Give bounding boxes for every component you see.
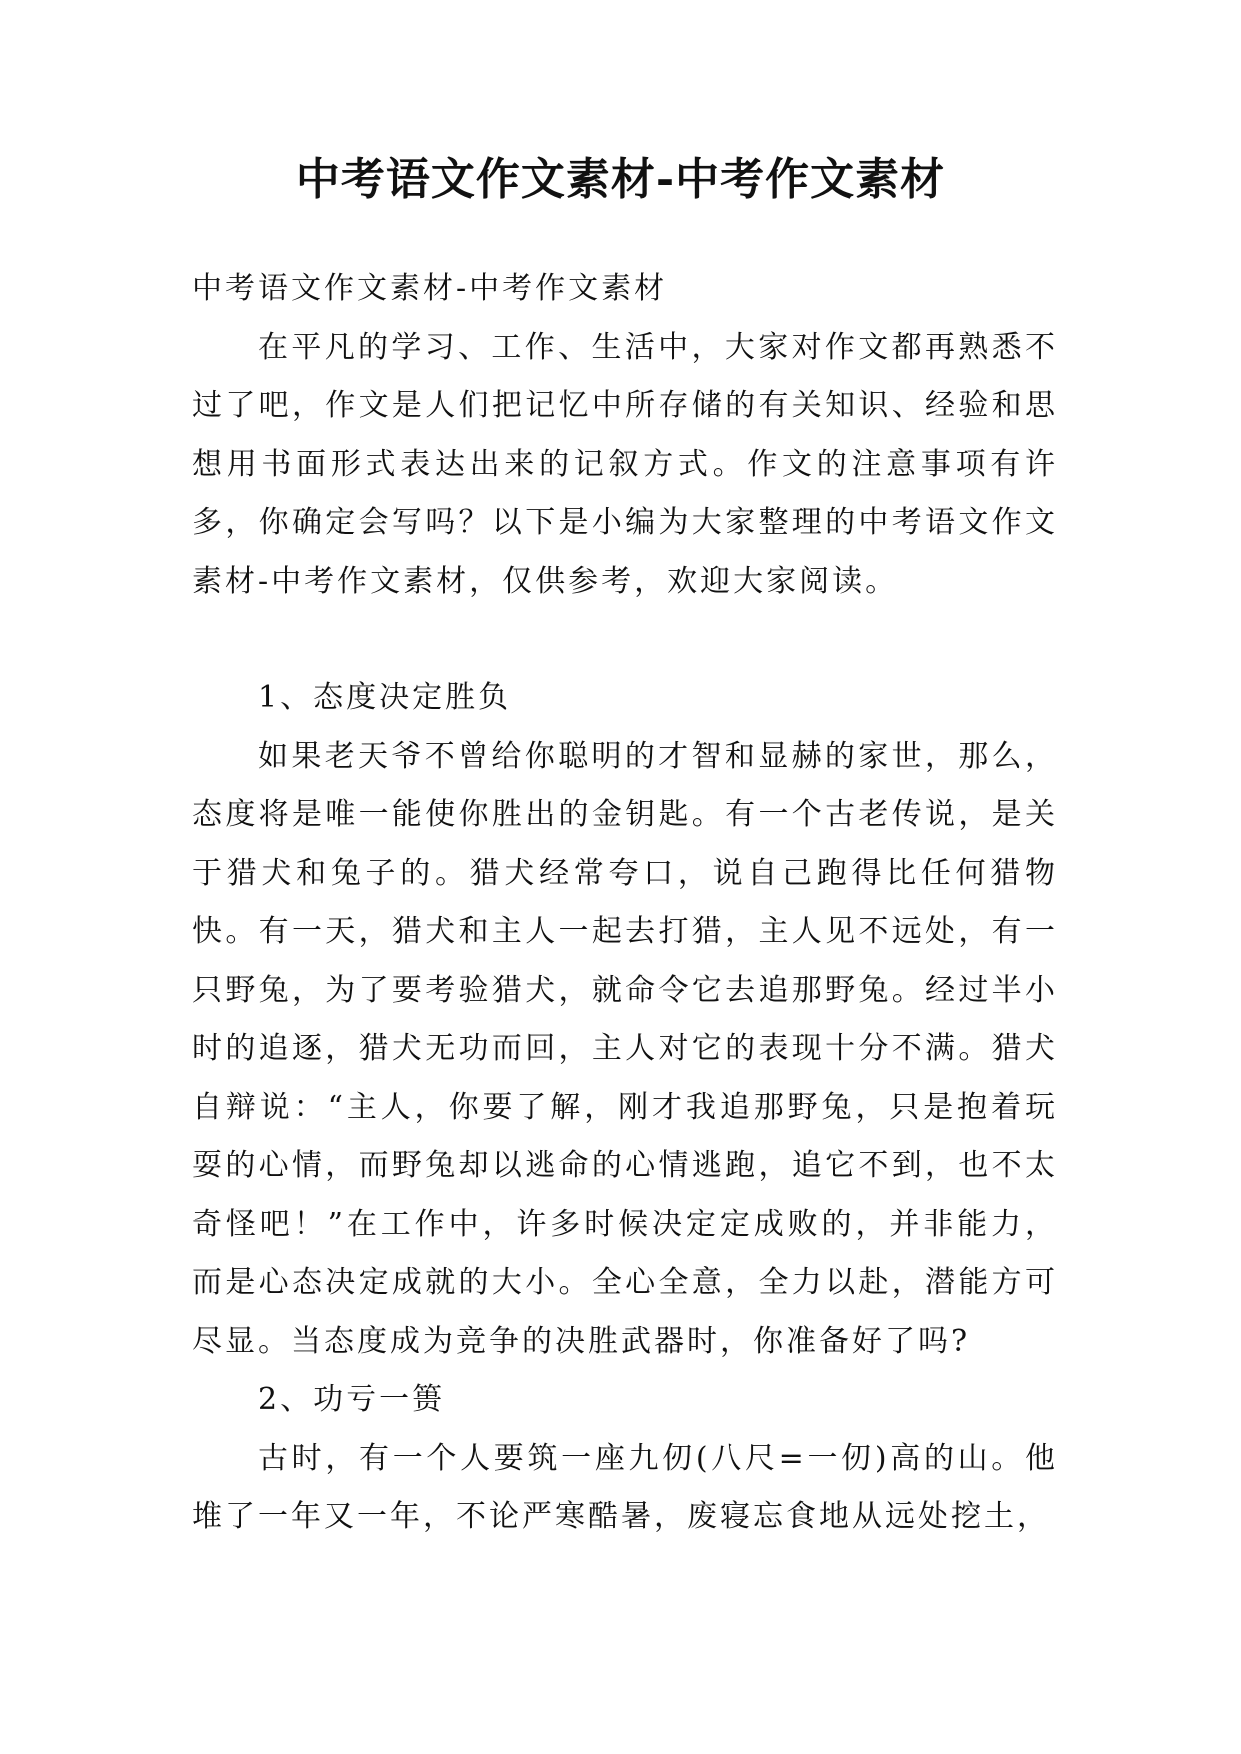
document-subtitle: 中考语文作文素材-中考作文素材	[192, 271, 668, 306]
document-body	[192, 260, 1058, 1547]
paragraph-gap	[192, 611, 1058, 669]
section-heading: 2、功亏一篑	[258, 1382, 446, 1417]
intro-paragraph: 在平凡的学习、工作、生活中，大家对作文都再熟悉不过了吧，作文是人们把记忆中所存储的有关知识、经验和思想用书面形式表达出来的记叙方式。作文的注意事项有许多，你确定会写吗？以下是小编为大家整理的中考语文作文素材-中考作文素材，仅供参考，欢迎大家阅读。	[192, 329, 1058, 599]
section-paragraph: 古时，有一个人要筑一座九仞(八尺=一仞)高的山。他堆了一年又一年，不论严寒酷暑，废寝忘食地从远处挖土，	[192, 1440, 1058, 1534]
document-title: 中考语文作文素材-中考作文素材	[295, 154, 946, 205]
section-heading: 1、态度决定胜负	[258, 680, 512, 715]
section-paragraph: 如果老天爷不曾给你聪明的才智和显赫的家世，那么，态度将是唯一能使你胜出的金钥匙。有一个古老传说，是关于猎犬和兔子的。猎犬经常夸口，说自己跑得比任何猎物快。有一天，猎犬和主人一起去打猎，主人见不远处，有一只野兔，为了要考验猎犬，就命令它去追那野兔。经过半小时的追逐，猎犬无功而回，主人对它的表现十分不满。猎犬自辩说：“主人，你要了解，刚才我追那野兔，只是抱着玩耍的心情，而野兔却以逃命的心情逃跑，追它不到，也不太奇怪吧！”在工作中，许多时候决定定成败的，并非能力，而是心态决定成就的大小。全心全意，全力以赴，潜能方可尽显。当态度成为竞争的决胜武器时，你准备好了吗?	[192, 738, 1058, 1359]
